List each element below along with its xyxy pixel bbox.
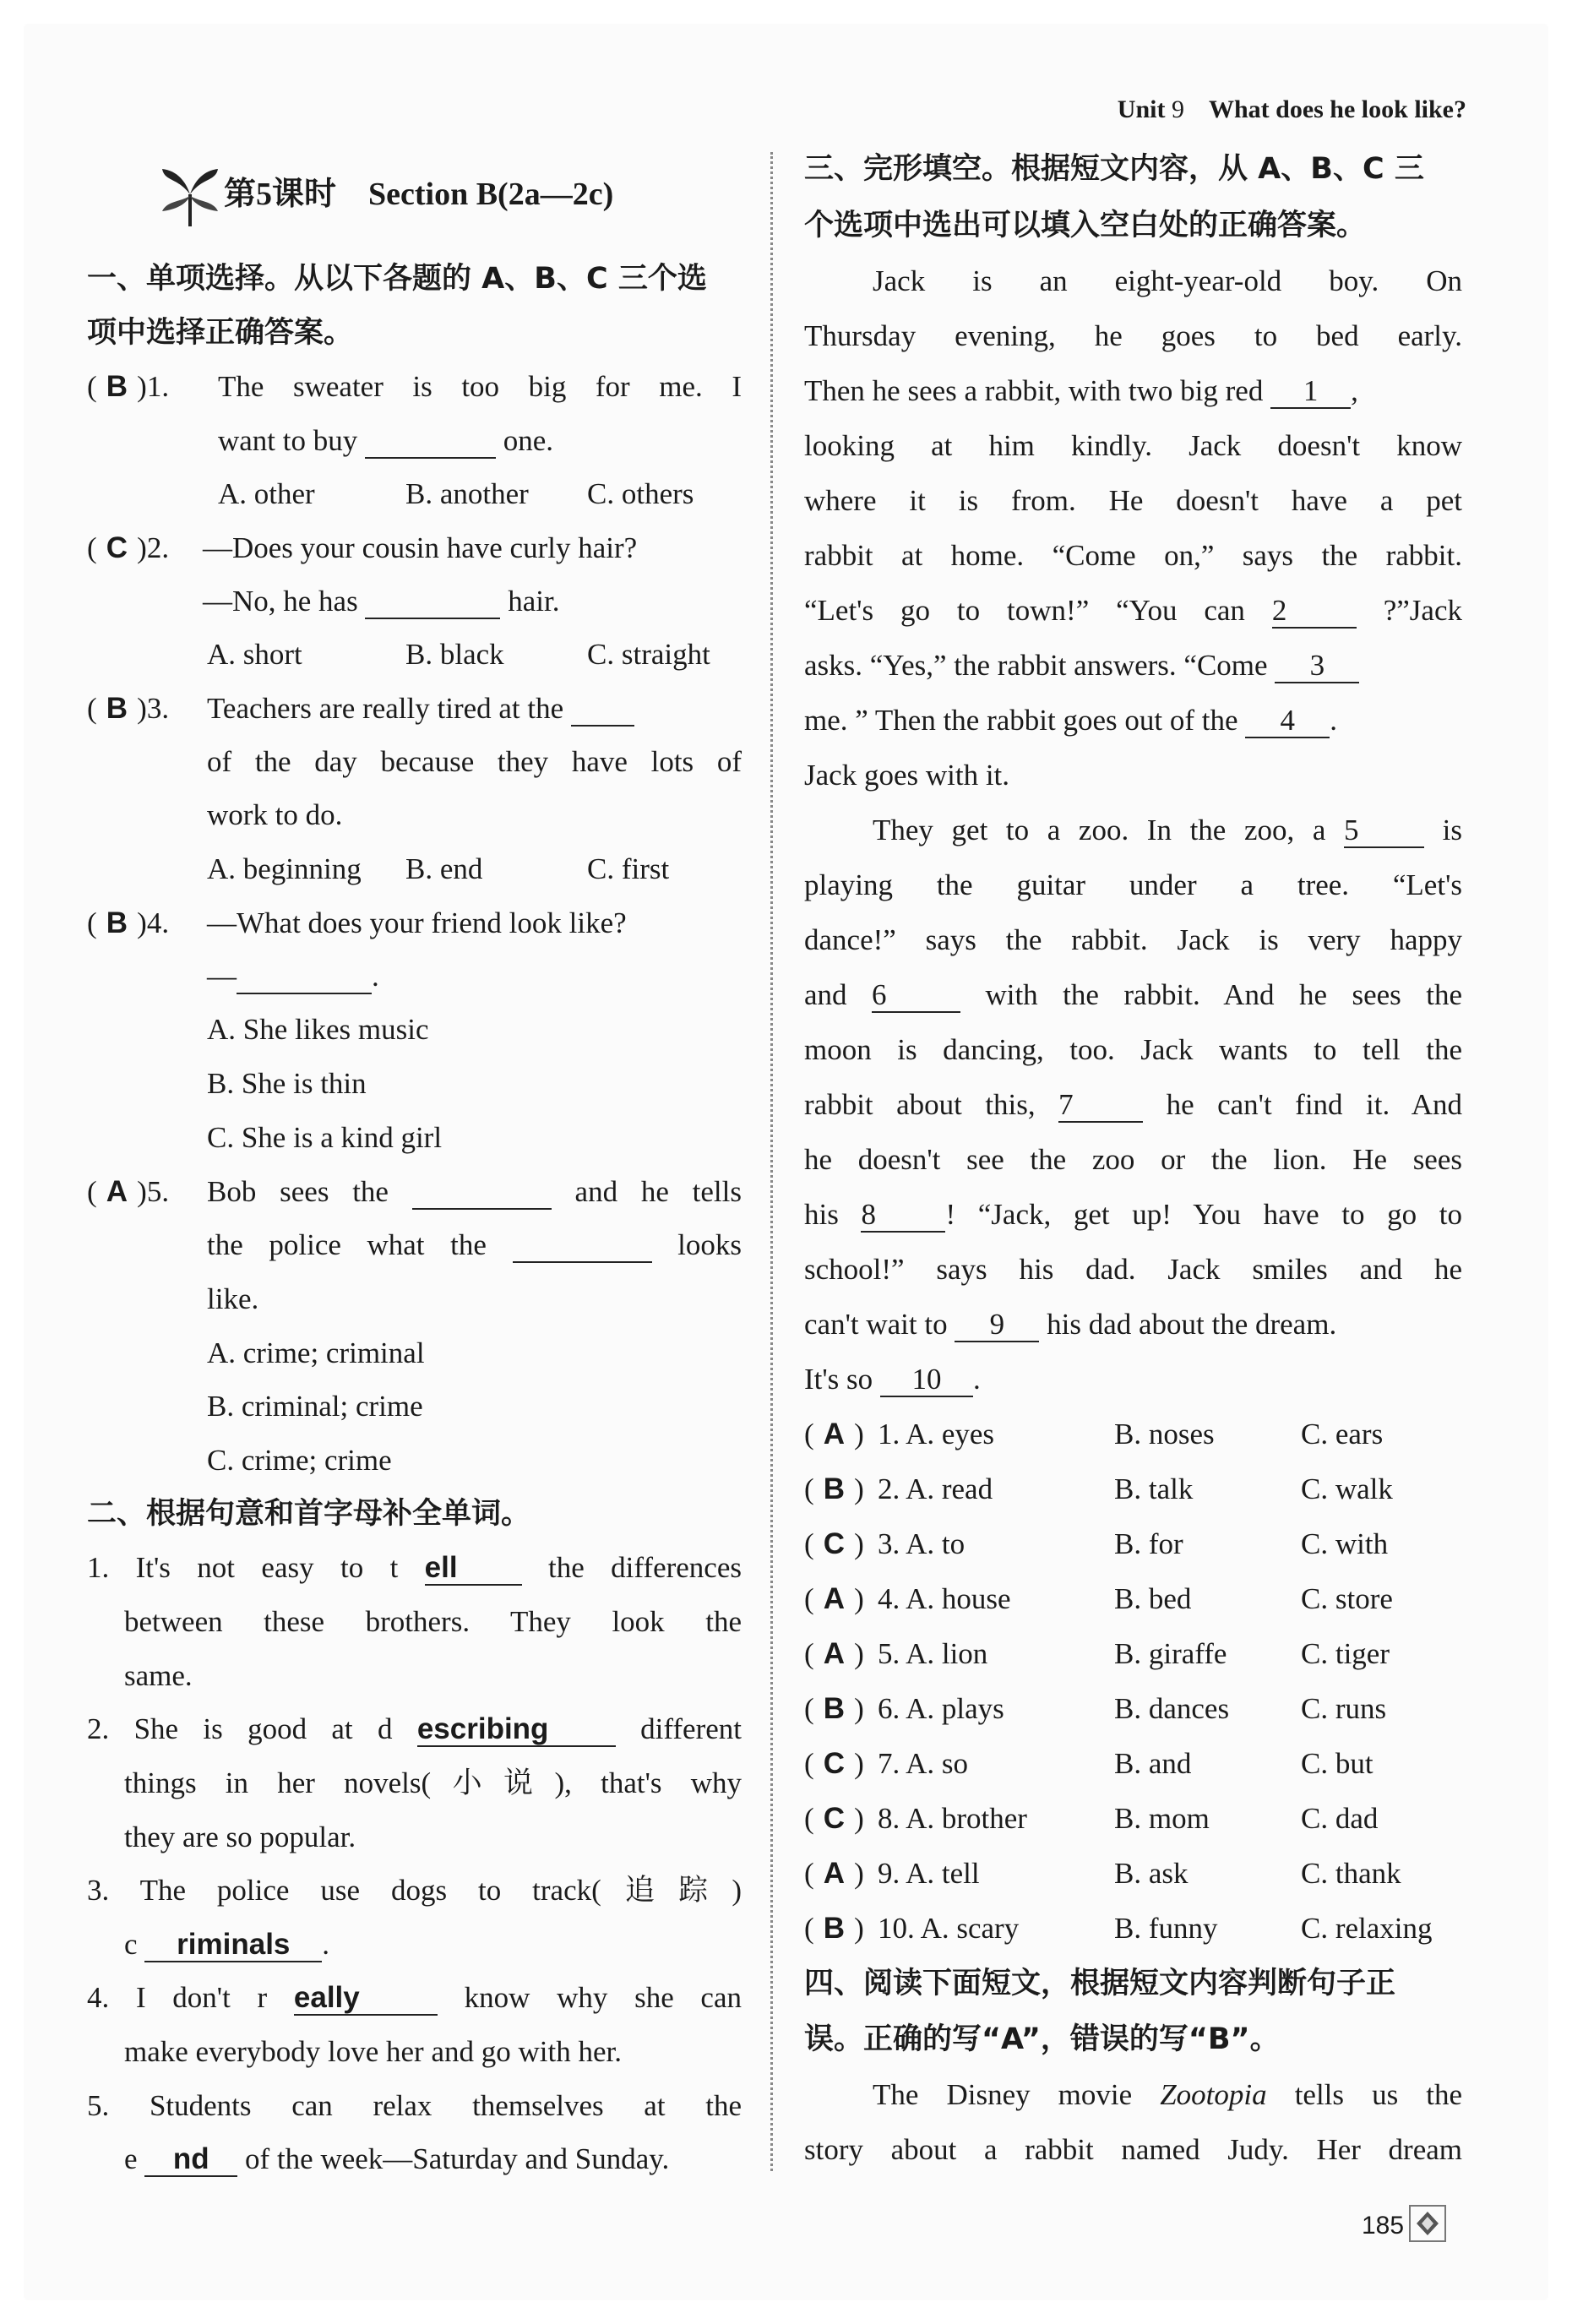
option-a: 8. A. brother xyxy=(878,1802,1027,1835)
answer-bracket: ( B ) xyxy=(804,1910,864,1947)
option-a: 1. A. eyes xyxy=(878,1418,995,1450)
option-b: B. another xyxy=(405,477,529,510)
cloze-answer-row xyxy=(804,1471,1463,1508)
fill-item-2-line3: they are so popular. xyxy=(124,1821,356,1853)
text: , xyxy=(1351,374,1358,407)
passage-line xyxy=(873,812,1462,849)
text: Students can relax themselves at the xyxy=(149,2089,742,2122)
option-a: 3. A. to xyxy=(878,1527,966,1560)
option-b: B. end xyxy=(405,852,483,885)
question-2-options xyxy=(207,636,710,673)
filled-answer: ell xyxy=(425,1552,522,1586)
option-c: C. straight xyxy=(587,638,710,671)
cloze-answer-row xyxy=(804,1636,1463,1673)
text: ! “Jack, get up! You have to go to xyxy=(945,1198,1462,1231)
option-b: B. She is thin xyxy=(207,1067,367,1100)
column-divider xyxy=(770,152,773,2171)
option-a: 5. A. lion xyxy=(878,1637,988,1670)
text: Bob sees the xyxy=(207,1175,389,1208)
option-c: C. first xyxy=(587,852,670,885)
answer-bracket: ( A ) xyxy=(804,1636,864,1673)
answer-mark: B xyxy=(106,906,128,939)
lesson-title: 第5课时 Section B(2a—2c) xyxy=(224,177,614,212)
question-1-line2 xyxy=(218,422,553,460)
text: e xyxy=(124,2142,138,2175)
option-a: 4. A. house xyxy=(878,1582,1011,1615)
passage-line xyxy=(804,1306,1336,1343)
section1-title-line2: 项中选择正确答案。 xyxy=(87,316,354,350)
fill-item-1-line3: same. xyxy=(124,1659,193,1692)
question-1: ( B )1. xyxy=(87,368,169,405)
section3-title-line1: 三、完形填空。根据短文内容，从 A、B、C 三 xyxy=(804,152,1424,186)
text: . xyxy=(1330,704,1338,737)
text: with the rabbit. And he sees the xyxy=(985,978,1462,1011)
text: he can't find it. And xyxy=(1166,1088,1463,1121)
passage-line xyxy=(804,1361,981,1398)
cloze-blank-8: 8 xyxy=(861,1199,945,1233)
passage-line: dance!” says the rabbit. Jack is very happy xyxy=(804,923,1462,956)
leaf-icon xyxy=(160,161,220,228)
passage-line xyxy=(804,702,1337,739)
answer-mark: A xyxy=(823,1582,846,1615)
passage-line: moon is dancing, too. Jack wants to tell the xyxy=(804,1033,1462,1066)
answer-mark: C xyxy=(823,1527,846,1560)
question-5-text xyxy=(207,1173,742,1211)
fill-item-5 xyxy=(87,2087,742,2125)
question-4-text: —What does your friend look like? xyxy=(207,906,627,939)
passage-line: Thursday evening, he goes to bed early. xyxy=(804,319,1462,352)
option-c: C. ears xyxy=(1301,1418,1384,1450)
answer-mark: A xyxy=(106,1175,128,1208)
text: the differences xyxy=(548,1551,742,1584)
cloze-answer-row xyxy=(804,1745,1463,1782)
option-b: B. noses xyxy=(1114,1418,1215,1450)
option-a: A. beginning xyxy=(207,852,362,885)
text: —No, he has xyxy=(203,585,358,618)
passage-line xyxy=(873,2076,1462,2114)
text: ?”Jack xyxy=(1383,594,1462,627)
option-b: B. dances xyxy=(1114,1692,1230,1725)
filled-answer: riminals xyxy=(144,1929,322,1962)
text: The Disney movie xyxy=(873,2078,1133,2111)
option-c: C. crime; crime xyxy=(207,1444,392,1477)
header-unit-number: 9 xyxy=(1171,95,1184,123)
section3-title-line2: 个选项中选出可以填入空白处的正确答案。 xyxy=(804,209,1367,242)
option-b: B. bed xyxy=(1114,1582,1192,1615)
option-b: B. talk xyxy=(1114,1472,1194,1505)
answer-bracket: ( C ) xyxy=(804,1526,864,1563)
passage-line: story about a rabbit named Judy. Her dream xyxy=(804,2133,1462,2166)
diamond-icon xyxy=(1409,2205,1446,2242)
answer-blank xyxy=(237,961,372,994)
question-1-text: The sweater is too big for me. I xyxy=(218,370,742,403)
answer-mark: C xyxy=(106,531,128,564)
answer-bracket: ( A ) xyxy=(804,1855,864,1892)
answer-bracket: ( C ) xyxy=(804,1800,864,1837)
text: tells us the xyxy=(1294,2078,1463,2111)
option-a: A. other xyxy=(218,477,315,510)
section2-title: 二、根据句意和首字母补全单词。 xyxy=(87,1497,531,1531)
text: of the week—Saturday and Sunday. xyxy=(245,2142,670,2175)
option-b: B. ask xyxy=(1114,1857,1189,1890)
option-c: C. others xyxy=(587,477,694,510)
option-c: C. dad xyxy=(1301,1802,1379,1835)
answer-mark: C xyxy=(823,1747,846,1780)
answer-mark: C xyxy=(823,1802,846,1835)
text: the police what the xyxy=(207,1228,487,1261)
passage-line xyxy=(804,1086,1462,1124)
answer-bracket: ( C ) xyxy=(804,1745,864,1782)
text: one. xyxy=(503,424,554,457)
text: rabbit about this, xyxy=(804,1088,1036,1121)
text: is xyxy=(1442,814,1463,846)
cloze-blank-9: 9 xyxy=(955,1309,1039,1342)
item-number: 1. xyxy=(87,1551,110,1584)
option-b: B. funny xyxy=(1114,1912,1218,1945)
cloze-blank-5: 5 xyxy=(1344,814,1424,848)
option-c: C. runs xyxy=(1301,1692,1387,1725)
option-b: B. for xyxy=(1114,1527,1183,1560)
option-a: A. crime; criminal xyxy=(207,1336,425,1369)
text: It's so xyxy=(804,1363,873,1396)
fill-item-2-line2: things in her novels(小说), that's why xyxy=(124,1766,742,1799)
option-c: C. tiger xyxy=(1301,1637,1390,1670)
option-c: C. walk xyxy=(1301,1472,1393,1505)
question-2: ( C )2. xyxy=(87,530,169,567)
cloze-answer-row xyxy=(804,1581,1463,1618)
option-b: B. criminal; crime xyxy=(207,1390,423,1423)
text: can't wait to xyxy=(804,1308,948,1341)
fill-item-4 xyxy=(87,1979,742,2016)
option-c: C. but xyxy=(1301,1747,1373,1780)
cloze-blank-3: 3 xyxy=(1275,650,1359,683)
fill-item-2 xyxy=(87,1711,742,1748)
running-header xyxy=(1118,95,1466,124)
text: want to buy xyxy=(218,424,358,457)
question-4-line2: — . xyxy=(207,960,379,993)
text: The police use dogs to track(追踪) xyxy=(139,1874,742,1907)
passage-line: he doesn't see the zoo or the lion. He sees xyxy=(804,1143,1462,1176)
cloze-blank-1: 1 xyxy=(1270,375,1351,409)
passage-line xyxy=(804,1196,1462,1233)
text: . xyxy=(972,1363,981,1396)
answer-mark: B xyxy=(823,1472,846,1505)
option-c: C. store xyxy=(1301,1582,1393,1615)
cloze-blank-7: 7 xyxy=(1058,1089,1143,1123)
text: Teachers are really tired at the xyxy=(207,692,564,725)
cloze-answer-row xyxy=(804,1855,1463,1892)
text: looks xyxy=(677,1228,742,1261)
cloze-answer-row xyxy=(804,1416,1463,1453)
filled-answer: nd xyxy=(144,2143,237,2177)
question-4: ( B )4. xyxy=(87,905,169,942)
answer-blank xyxy=(365,425,496,459)
option-a: 7. A. so xyxy=(878,1747,968,1780)
option-a: 2. A. read xyxy=(878,1472,993,1505)
answer-blank xyxy=(513,1229,652,1263)
passage-line: Jack is an eight-year-old boy. On xyxy=(873,264,1462,297)
question-3-line3: work to do. xyxy=(207,798,343,831)
fill-item-3-line2 xyxy=(124,1926,329,1963)
filled-answer: escribing xyxy=(417,1713,616,1747)
text: c xyxy=(124,1928,138,1961)
cloze-blank-4: 4 xyxy=(1245,705,1330,738)
cloze-answer-row xyxy=(804,1526,1463,1563)
option-b: B. and xyxy=(1114,1747,1192,1780)
passage-line: rabbit at home. “Come on,” says the rabbit. xyxy=(804,539,1462,572)
option-b: B. black xyxy=(405,638,504,671)
answer-bracket: ( B ) xyxy=(804,1471,864,1508)
text: Then he sees a rabbit, with two big red xyxy=(804,374,1264,407)
question-5: ( A )5. xyxy=(87,1173,169,1211)
text: “Let's go to town!” “You can xyxy=(804,594,1245,627)
text: It's not easy to t xyxy=(135,1551,399,1584)
answer-bracket: ( A ) xyxy=(804,1416,864,1453)
question-5-line3: like. xyxy=(207,1282,259,1315)
item-number: 5. xyxy=(87,2089,110,2122)
question-2-text: —Does your cousin have curly hair? xyxy=(203,531,638,564)
option-c: C. with xyxy=(1301,1527,1389,1560)
item-number: 3. xyxy=(87,1874,110,1907)
passage-line xyxy=(804,592,1462,629)
text: hair. xyxy=(508,585,560,618)
text: his dad about the dream. xyxy=(1047,1308,1337,1341)
item-number: 4. xyxy=(87,1981,110,2014)
option-a: 10. A. scary xyxy=(878,1912,1020,1945)
text: I don't r xyxy=(135,1981,268,2014)
text: his xyxy=(804,1198,839,1231)
cloze-answer-row xyxy=(804,1690,1463,1728)
answer-mark: A xyxy=(823,1637,846,1670)
cloze-answer-row xyxy=(804,1800,1463,1837)
filled-answer: eally xyxy=(294,1982,438,2016)
section4-title-line2: 误。正确的写“A”，错误的写“B”。 xyxy=(804,2022,1280,2056)
fill-item-4-line2: make everybody love her and go with her. xyxy=(124,2035,622,2068)
header-unit: Unit xyxy=(1117,95,1166,123)
option-a: A. She likes music xyxy=(207,1013,429,1046)
cloze-blank-2: 2 xyxy=(1272,595,1357,629)
section4-title-line1: 四、阅读下面短文，根据短文内容判断句子正 xyxy=(804,1967,1396,2000)
cloze-blank-10: 10 xyxy=(880,1363,973,1397)
passage-line: looking at him kindly. Jack doesn't know xyxy=(804,429,1462,462)
question-number: 3. xyxy=(146,692,170,725)
question-3-text xyxy=(207,690,634,727)
passage-line xyxy=(804,373,1358,410)
header-unit-title: What does he look like? xyxy=(1208,95,1466,123)
passage-line: where it is from. He doesn't have a pet xyxy=(804,484,1462,517)
option-c: C. relaxing xyxy=(1301,1912,1433,1945)
text: — xyxy=(207,960,237,993)
option-b: B. mom xyxy=(1114,1802,1210,1835)
cloze-blank-6: 6 xyxy=(872,979,960,1013)
page-number: 185 xyxy=(1362,2212,1405,2240)
answer-bracket: ( B ) xyxy=(804,1690,864,1728)
option-c: C. thank xyxy=(1301,1857,1401,1890)
question-3: ( B )3. xyxy=(87,690,169,727)
answer-blank xyxy=(412,1176,552,1210)
movie-title: Zootopia xyxy=(1160,2078,1267,2111)
question-1-options xyxy=(218,476,694,513)
answer-mark: B xyxy=(823,1912,846,1945)
text: me. ” Then the rabbit goes out of the xyxy=(804,704,1238,737)
answer-mark: B xyxy=(823,1692,846,1725)
text: and he tells xyxy=(574,1175,742,1208)
text: and xyxy=(804,978,847,1011)
text: different xyxy=(640,1712,742,1745)
option-a: 6. A. plays xyxy=(878,1692,1004,1725)
passage-line: playing the guitar under a tree. “Let's xyxy=(804,868,1462,901)
question-number: 5. xyxy=(146,1175,170,1208)
question-3-line2: of the day because they have lots of xyxy=(207,745,742,778)
text: . xyxy=(322,1928,330,1961)
fill-item-3 xyxy=(87,1872,742,1909)
cloze-answer-row xyxy=(804,1910,1463,1947)
passage-line: Jack goes with it. xyxy=(804,759,1010,792)
text: She is good at d xyxy=(133,1712,393,1745)
question-5-line2 xyxy=(207,1227,742,1264)
fill-item-1 xyxy=(87,1549,742,1587)
passage-line xyxy=(804,647,1359,684)
option-a: 9. A. tell xyxy=(878,1857,980,1890)
answer-mark: B xyxy=(106,370,128,403)
passage-line xyxy=(804,977,1462,1014)
answer-blank xyxy=(571,693,634,727)
question-3-options xyxy=(207,851,669,888)
answer-mark: B xyxy=(106,692,128,725)
answer-bracket: ( A ) xyxy=(804,1581,864,1618)
text: know why she can xyxy=(464,1981,742,2014)
answer-mark: A xyxy=(823,1418,846,1450)
fill-item-5-line2 xyxy=(124,2141,669,2178)
answer-mark: A xyxy=(823,1857,846,1890)
option-b: B. giraffe xyxy=(1114,1637,1227,1670)
section1-title-line1: 一、单项选择。从以下各题的 A、B、C 三个选 xyxy=(87,262,707,296)
option-a: A. short xyxy=(207,638,302,671)
question-number: 1. xyxy=(146,370,170,403)
text: asks. “Yes,” the rabbit answers. “Come xyxy=(804,649,1268,682)
question-2-line2 xyxy=(203,583,559,620)
option-c: C. She is a kind girl xyxy=(207,1121,443,1154)
question-number: 4. xyxy=(146,906,170,939)
passage-line: school!” says his dad. Jack smiles and he xyxy=(804,1253,1462,1286)
text: They get to a zoo. In the zoo, a xyxy=(873,814,1326,846)
fill-item-1-line2: between these brothers. They look the xyxy=(124,1605,742,1638)
question-number: 2. xyxy=(146,531,170,564)
answer-blank xyxy=(365,585,500,619)
item-number: 2. xyxy=(87,1712,110,1745)
